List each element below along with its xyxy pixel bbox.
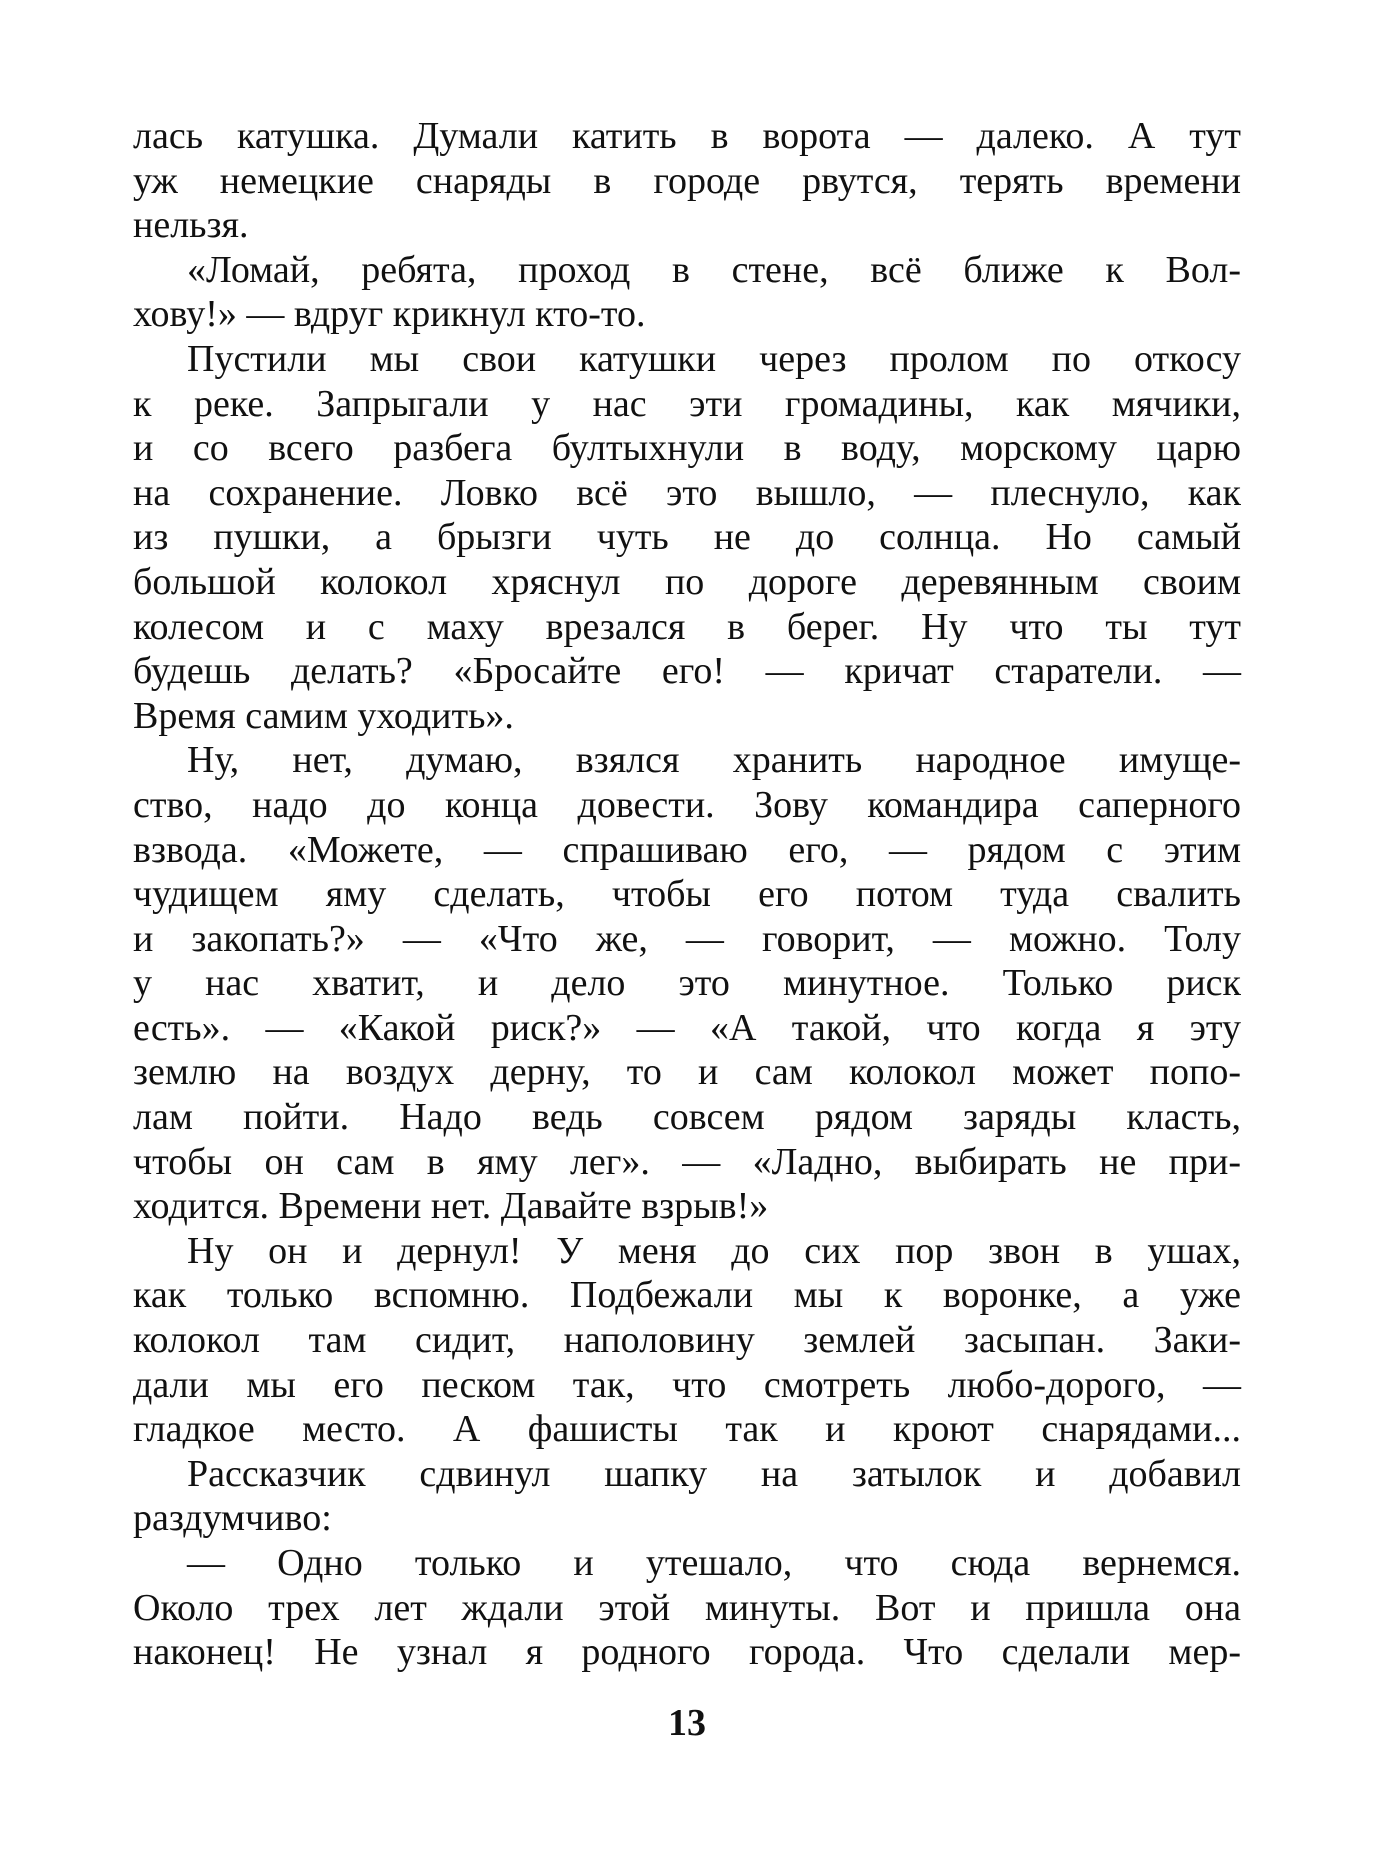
page-number: 13 [668, 1702, 706, 1744]
text-line: чтобы он сам в яму лег». — «Ладно, выбирать не при- [133, 1140, 1242, 1183]
text-line: к реке. Запрыгали у нас эти громадины, как мячики, [133, 382, 1241, 425]
text-line: Время самим уходить». [133, 694, 514, 737]
text-line: и со всего разбега бултыхнули в воду, морскому царю [133, 427, 1241, 470]
text-line: ходится. Времени нет. Давайте взрыв!» [133, 1185, 769, 1228]
text-line: дали мы его песком так, что смотреть любо-дорого, — [133, 1363, 1241, 1406]
text-line: раздумчиво: [133, 1497, 332, 1540]
text-line: Рассказчик сдвинул шапку на затылок и добавил [187, 1452, 1241, 1495]
text-line: и закопать?» — «Что же, — говорит, — можно. Толу [133, 917, 1241, 960]
text-line: Ну, нет, думаю, взялся хранить народное имуще- [187, 739, 1241, 782]
text-line: как только вспомню. Подбежали мы к воронке, а уже [133, 1274, 1241, 1317]
text-line: на сохранение. Ловко всё это вышло, — плеснуло, как [133, 471, 1241, 514]
text-line: Ну он и дернул! У меня до сих пор звон в ушах, [187, 1229, 1241, 1272]
text-line: гладкое место. А фашисты так и кроют снарядами... [133, 1408, 1241, 1451]
text-line: Пустили мы свои катушки через пролом по откосу [187, 337, 1241, 380]
text-line: у нас хватит, и дело это минутное. Только риск [133, 962, 1241, 1005]
text-line: ство, надо до конца довести. Зову командира саперного [133, 783, 1241, 826]
text-line: будешь делать? «Бросайте его! — кричат старатели. — [133, 650, 1241, 693]
text-line: Около трех лет ждали этой минуты. Вот и пришла она [133, 1586, 1241, 1629]
text-line: лась катушка. Думали катить в ворота — далеко. А тут [133, 115, 1241, 157]
text-line: взвода. «Можете, — спрашиваю его, — рядом с этим [133, 828, 1241, 871]
text-line: уж немецкие снаряды в городе рвутся, терять времени [133, 159, 1241, 202]
text-line: из пушки, а брызги чуть не до солнца. Но самый [133, 516, 1241, 559]
text-line: колесом и с маху врезался в берег. Ну что ты тут [133, 605, 1241, 648]
text-line: нельзя. [133, 204, 249, 247]
text-line: лам пойти. Надо ведь совсем рядом заряды класть, [133, 1096, 1241, 1139]
text-line: чудищем яму сделать, чтобы его потом туда свалить [133, 873, 1241, 916]
text-line: есть». — «Какой риск?» — «А такой, что когда я эту [133, 1006, 1241, 1049]
body-text [133, 114, 1241, 1675]
text-line: — Одно только и утешало, что сюда вернемся. [187, 1542, 1241, 1584]
text-line: хову!» — вдруг крикнул кто-то. [133, 293, 646, 336]
text-line: наконец! Не узнал я родного города. Что сделали мер- [133, 1631, 1241, 1674]
text-line: колокол там сидит, наполовину землей засыпан. Заки- [133, 1319, 1241, 1362]
text-line: «Ломай, ребята, проход в стене, всё ближе к Вол- [187, 248, 1242, 291]
text-line: землю на воздух дерну, то и сам колокол может попо- [133, 1051, 1241, 1094]
text-line: большой колокол хряснул по дороге деревянным своим [133, 560, 1241, 603]
